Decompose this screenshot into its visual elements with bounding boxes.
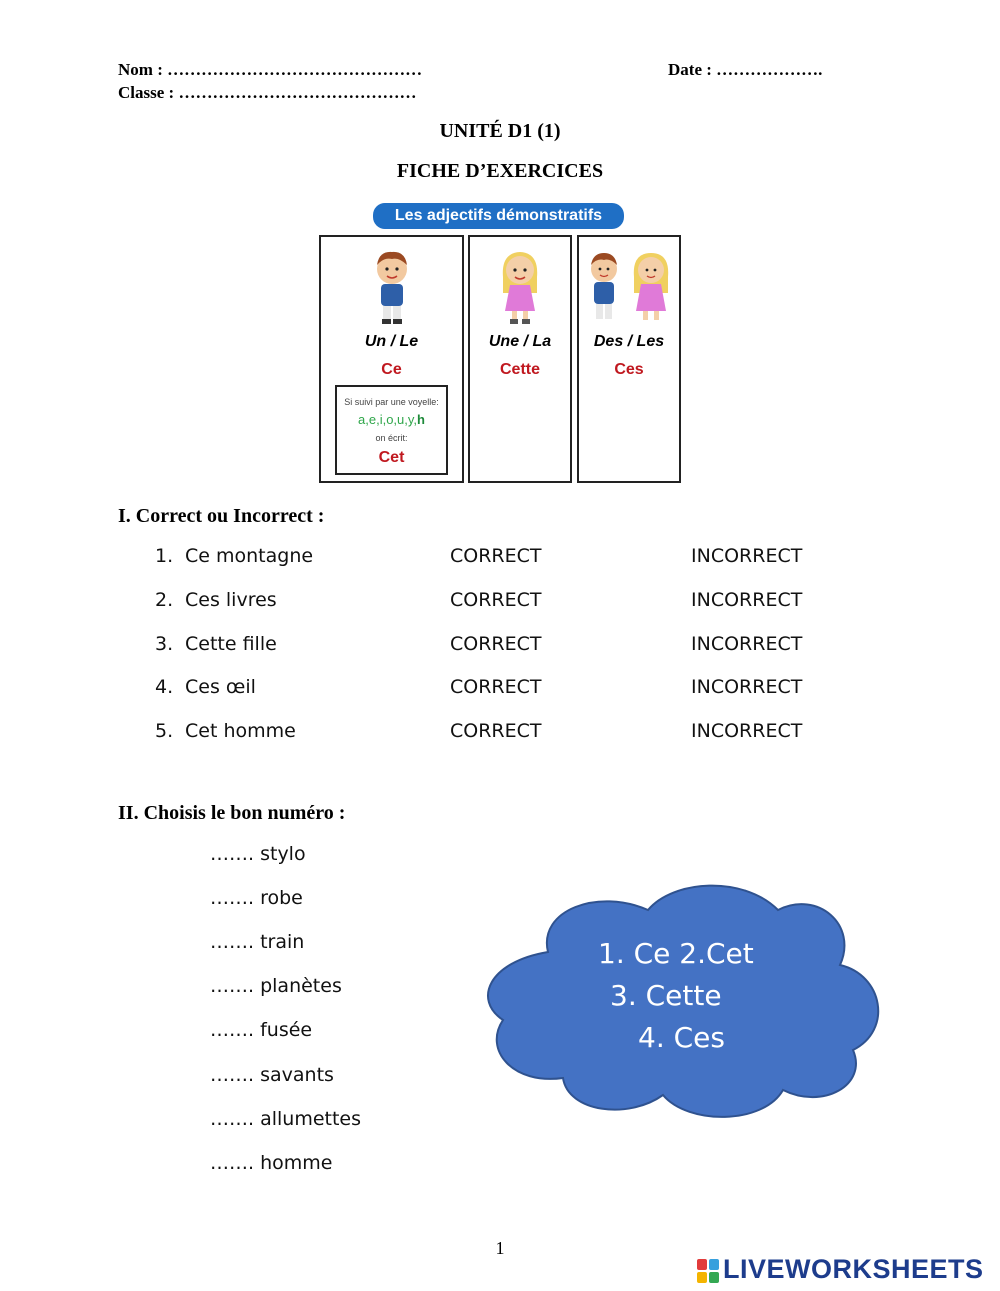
correct-option[interactable]: CORRECT: [450, 676, 542, 698]
list-item: [0, 633, 1000, 659]
list-item: [0, 676, 1000, 702]
boy-icon: [369, 247, 415, 327]
children-icon: [584, 247, 674, 327]
vowel-rule-box: [335, 385, 448, 475]
item-text: Ce montagne: [185, 545, 314, 567]
list-item: [0, 589, 1000, 615]
list-item: [210, 1152, 332, 1174]
rule-result: Cet: [378, 449, 405, 466]
card-label: Un / Le: [364, 333, 419, 350]
card-plural: [577, 235, 681, 483]
liveworksheets-logo[interactable]: [697, 1256, 997, 1286]
cloud-line: 1. Ce 2.Cet: [598, 937, 754, 970]
logo-text: LIVEWORKSHEETS: [723, 1254, 984, 1284]
incorrect-option[interactable]: INCORRECT: [691, 676, 803, 698]
answer-blank[interactable]: …….: [210, 1108, 255, 1130]
item-word: homme: [260, 1152, 333, 1174]
answer-blank[interactable]: …….: [210, 843, 255, 865]
rule-text-2: on écrit:: [375, 433, 408, 443]
correct-option[interactable]: CORRECT: [450, 545, 542, 567]
card-adjective: Ce: [381, 361, 402, 378]
item-word: fusée: [260, 1019, 313, 1041]
item-word: allumettes: [260, 1108, 362, 1130]
page-number: 1: [495, 1238, 505, 1258]
correct-option[interactable]: CORRECT: [450, 720, 542, 742]
card-adjective: Ces: [614, 361, 644, 378]
worksheet-title: FICHE D’EXERCICES: [396, 160, 604, 182]
figure-banner: Les adjectifs démonstratifs: [373, 203, 624, 229]
card-label: Des / Les: [593, 333, 665, 350]
incorrect-option[interactable]: INCORRECT: [691, 633, 803, 655]
answer-blank[interactable]: …….: [210, 1064, 255, 1086]
item-word: stylo: [260, 843, 306, 865]
date-field: Date : ……………….: [668, 60, 823, 79]
item-number: 2.: [155, 589, 174, 611]
list-item: [210, 1108, 361, 1130]
girl-icon: [497, 247, 543, 327]
incorrect-option[interactable]: INCORRECT: [691, 589, 803, 611]
list-item: [210, 843, 306, 865]
list-item: [210, 887, 303, 909]
item-word: train: [260, 931, 305, 953]
logo-icon: [697, 1259, 719, 1283]
card-label: Une / La: [488, 333, 552, 350]
incorrect-option[interactable]: INCORRECT: [691, 545, 803, 567]
item-word: robe: [260, 887, 303, 909]
vowel-list: a,e,i,o,u,y,h: [358, 412, 425, 427]
item-number: 1.: [155, 545, 174, 567]
cloud-line: 3. Cette: [610, 979, 722, 1012]
answer-blank[interactable]: …….: [210, 1019, 255, 1041]
item-number: 3.: [155, 633, 174, 655]
correct-option[interactable]: CORRECT: [450, 633, 542, 655]
item-text: Ces livres: [185, 589, 277, 611]
card-feminine: [468, 235, 572, 483]
list-item: [0, 720, 1000, 746]
item-text: Cet homme: [185, 720, 296, 742]
card-masculine: [319, 235, 464, 483]
cloud-line: 4. Ces: [638, 1021, 725, 1054]
item-number: 5.: [155, 720, 174, 742]
card-adjective: Cette: [499, 361, 540, 378]
list-item: [210, 975, 342, 997]
item-word: planètes: [260, 975, 342, 997]
list-item: [210, 1019, 312, 1041]
section2-heading: II. Choisis le bon numéro :: [118, 802, 346, 824]
correct-option[interactable]: CORRECT: [450, 589, 542, 611]
incorrect-option[interactable]: INCORRECT: [691, 720, 803, 742]
item-number: 4.: [155, 676, 174, 698]
answer-blank[interactable]: …….: [210, 931, 255, 953]
unit-title: UNITÉ D1 (1): [439, 120, 561, 142]
answer-blank[interactable]: …….: [210, 887, 255, 909]
item-text: Ces œil: [185, 676, 256, 698]
class-field: Classe : ……………………………………: [118, 83, 417, 102]
list-item: [210, 931, 304, 953]
list-item: [210, 1064, 334, 1086]
item-text: Cette fille: [185, 633, 277, 655]
answer-blank[interactable]: …….: [210, 975, 255, 997]
name-field: Nom : ………………………………………: [118, 60, 423, 79]
rule-text: Si suivi par une voyelle:: [344, 397, 439, 407]
section1-heading: I. Correct ou Incorrect :: [118, 505, 325, 527]
answer-blank[interactable]: …….: [210, 1152, 255, 1174]
item-word: savants: [260, 1064, 334, 1086]
list-item: [0, 545, 1000, 571]
